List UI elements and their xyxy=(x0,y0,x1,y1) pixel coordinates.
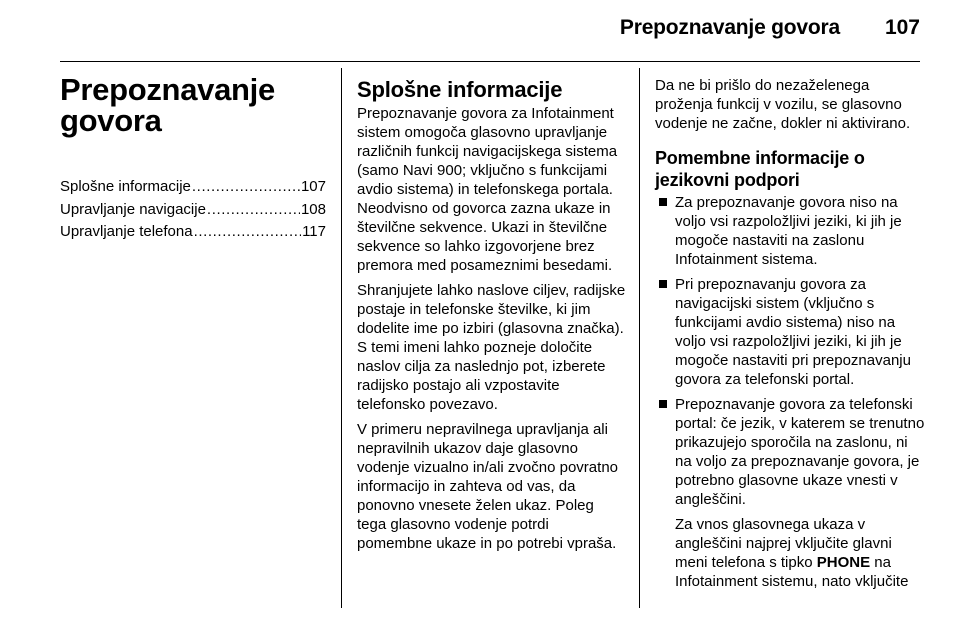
toc-leader-dots xyxy=(194,221,301,244)
paragraph: Shranjujete lahko naslove ciljev, radijske postaje in telefonske številke, ki jim dodelite ime po izbiri (glasovna značka). S temi imeni lahko pozneje določite naslov cilja za naslednjo pot, izberete radijsko postajo ali vzpostavite telefonsko povezavo. xyxy=(357,282,626,413)
toc-entry-splosne-informacije[interactable] xyxy=(60,176,326,199)
continuation-text: Za vnos glasovnega ukaza v angleščini najprej vključite glavni meni telefona s tipko xyxy=(675,516,892,571)
list-item-text: Prepoznavanje govora za telefonski portal: če jezik, v katerem se trenutno prikazujejo sporočila na zaslonu, ni na voljo za prepoznavanje govora, je potrebno glasovne ukaze vnesti v angleščini. xyxy=(675,396,925,508)
column-divider-right xyxy=(639,68,640,608)
paragraph: Prepoznavanje govora za Infotainment sistem omogoča glasovno upravljanje različnih funkcij navigacijskega sistema (samo Navi 900; vključno s funkcijami avdio sistema) in telefonskega portala. Neodvisno od govorca zazna ukaze in številčne sekvence. Ukazi in številčne sekvence so lahko izgovorjene brez premora med posameznimi besedami. xyxy=(357,105,618,274)
square-bullet-icon xyxy=(659,198,667,206)
paragraph: Da ne bi prišlo do nezaželenega proženja funkcij v vozilu, se glasovno vodenje ne začne, dokler ni aktivirano. xyxy=(655,77,911,132)
list-item-text: Za prepoznavanje govora niso na voljo vsi razpoložljivi jeziki, ki jih je mogoče nastaviti na zaslonu Infotainment sistema. xyxy=(675,194,902,268)
list-item xyxy=(655,395,925,509)
list-item xyxy=(655,193,925,269)
section-heading-general: Splošne informacije xyxy=(357,77,563,102)
toc-entry-label: Upravljanje navigacije xyxy=(60,200,206,218)
chapter-title-line1: Prepoznavanje xyxy=(60,72,275,107)
toc-entry-label: Splošne informacije xyxy=(60,178,191,195)
paragraph: V primeru nepravilnega upravljanja ali nepravilnih ukazov daje glasovno vodenje vizualno in/ali zvočno povratno informacijo in zahteva od vas, da ponovno vnesete želen ukaz. Poleg tega glasovno vodenje potrdi pomembne ukaze in po potrebi vpraša. xyxy=(357,421,618,552)
phone-key-label: PHONE xyxy=(816,554,871,571)
middle-column xyxy=(357,76,627,553)
list-item-text: Pri prepoznavanju govora za navigacijski sistem (vključno s funkcijami avdio sistema) niso na voljo vsi razpoložljivi jeziki, ki jih je mogoče nastaviti pri prepoznavanju govora za telefonski portal. xyxy=(675,276,911,388)
right-column xyxy=(655,76,925,591)
chapter-title xyxy=(60,74,330,136)
section-heading-language-support: Pomembne informacije o jezikovni podpori xyxy=(655,148,865,190)
toc-entry-label: Upravljanje telefona xyxy=(60,223,193,240)
toc-leader-dots xyxy=(192,176,300,199)
toc-entry-page: 117 xyxy=(302,223,326,240)
list-item xyxy=(655,275,925,389)
toc-leader-dots xyxy=(207,199,300,222)
list-item-continuation xyxy=(655,515,925,591)
page-header xyxy=(0,0,960,62)
square-bullet-icon xyxy=(659,400,667,408)
column-divider-left xyxy=(341,68,342,608)
running-title: Prepoznavanje govora xyxy=(619,16,840,39)
bullet-list xyxy=(655,193,925,509)
toc-entry-page: 108 xyxy=(300,200,326,218)
header-divider xyxy=(60,61,920,62)
toc-entry-page: 107 xyxy=(300,178,326,195)
chapter-title-line2: govora xyxy=(60,103,162,138)
page-number: 107 xyxy=(884,16,920,39)
table-of-contents xyxy=(60,176,326,244)
toc-entry-upravljanje-navigacije[interactable] xyxy=(60,199,326,222)
square-bullet-icon xyxy=(659,280,667,288)
toc-entry-upravljanje-telefona[interactable] xyxy=(60,221,326,244)
continuation-text: na Infotainment sistemu, nato vključite xyxy=(675,554,909,590)
